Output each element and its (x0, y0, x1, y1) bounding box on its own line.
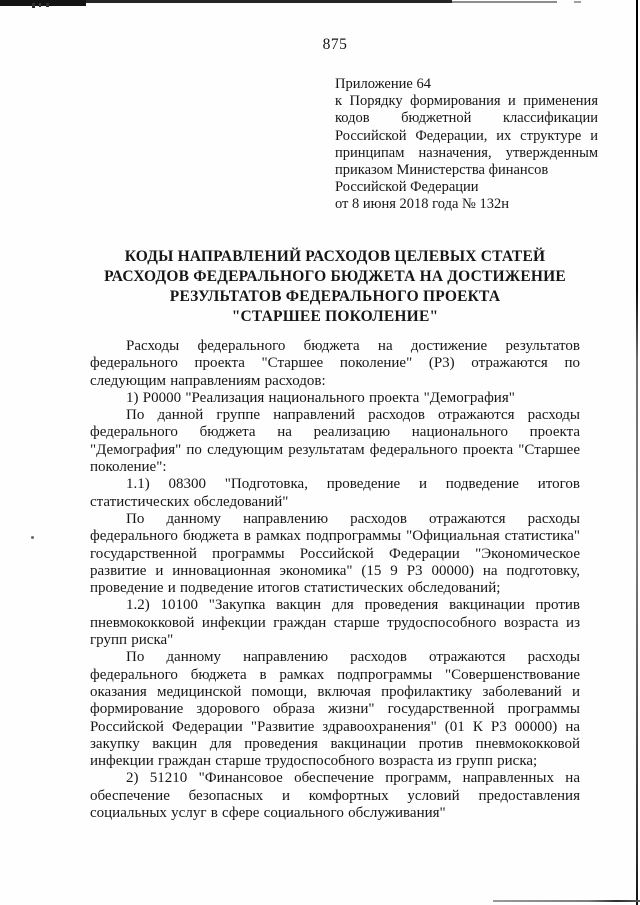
document-body (90, 338, 580, 822)
body-paragraph-intro: Расходы федерального бюджета на достижение результатов федерального проекта "Старшее поколение" (Р3) отражаются по следующим направлениям расходов: (90, 338, 580, 389)
title-line: КОДЫ НАПРАВЛЕНИЙ РАСХОДОВ ЦЕЛЕВЫХ СТАТЕЙ (124, 248, 546, 265)
body-paragraph-item-1-2: 1.2) 10100 "Закупка вакцин для проведения вакцинации против пневмококковой инфекции граждан старше трудоспособного возраста из групп риска" (90, 597, 580, 649)
appendix-line: Российской Федерации, их структуре и (335, 127, 598, 144)
body-paragraph-item-1-2-desc: По данному направлению расходов отражаются расходы федерального бюджета в рамках подпрограммы "Совершенствование оказания медицинской помощи, включая профилактику заболеваний и формирование здорового образа жизни" государственной программы Российской Федерации "Развитие здравоохранения" (01 К Р3 00000) на закупку вакцин для проведения вакцинации против пневмококковой инфекции граждан старше трудоспособного возраста из групп риска; (90, 649, 580, 770)
body-paragraph-item-1-1-desc: По данному направлению расходов отражаются расходы федерального бюджета в рамках подпрограммы "Официальная статистика" государственной программы Российской Федерации "Экономическое развитие и инновационная экономика" (15 9 Р3 00000) на подготовку, проведение и подведение итогов статистических обследований; (90, 510, 580, 597)
document-title (90, 247, 580, 327)
appendix-line: от 8 июня 2018 года № 132н (335, 196, 509, 213)
appendix-reference-block (335, 76, 598, 214)
scan-artifact-speck (574, 1, 581, 3)
appendix-line: принципам назначения, утвержденным (335, 144, 598, 161)
body-paragraph-item-2: 2) 51210 "Финансовое обеспечение программ, направленных на обеспечение безопасных и комфортных условий предоставления социальных услуг в сфере социального обслуживания" (90, 770, 580, 822)
scan-artifact-bottom-line (493, 900, 640, 902)
appendix-line: Приложение 64 (335, 76, 431, 92)
body-paragraph-item-1-1: 1.1) 08300 "Подготовка, проведение и подведение итогов статистических обследований" (90, 476, 580, 510)
appendix-line: к Порядку формирования и применения (335, 93, 598, 110)
appendix-line: кодов бюджетной классификации (335, 110, 598, 127)
title-line: "СТАРШЕЕ ПОКОЛЕНИЕ" (231, 308, 439, 325)
scan-artifact-tick (46, 3, 49, 7)
appendix-line: Российской Федерации (335, 179, 479, 196)
body-paragraph-item-1: 1) Р0000 "Реализация национального проекта "Демография" (126, 389, 515, 406)
ink-speck (31, 536, 34, 539)
body-paragraph-item-1-desc: По данной группе направлений расходов отражаются расходы федерального бюджета на реализацию национального проекта "Демография" по следующим результатам федерального проекта "Старшее поколение": (90, 407, 580, 476)
scan-artifact-tick (39, 3, 41, 7)
page-number: 875 (322, 36, 348, 53)
scan-artifact-right-edge-line (636, 0, 638, 905)
title-line: РАСХОДОВ ФЕДЕРАЛЬНОГО БЮДЖЕТА НА ДОСТИЖЕНИЕ (104, 268, 566, 285)
scan-artifact-top-line-gray (452, 1, 557, 3)
appendix-line: приказом Министерства финансов (335, 162, 549, 179)
title-line: РЕЗУЛЬТАТОВ ФЕДЕРАЛЬНОГО ПРОЕКТА (169, 288, 501, 305)
scan-artifact-top-line-thick (0, 0, 86, 6)
scan-artifact-tick (32, 3, 35, 8)
